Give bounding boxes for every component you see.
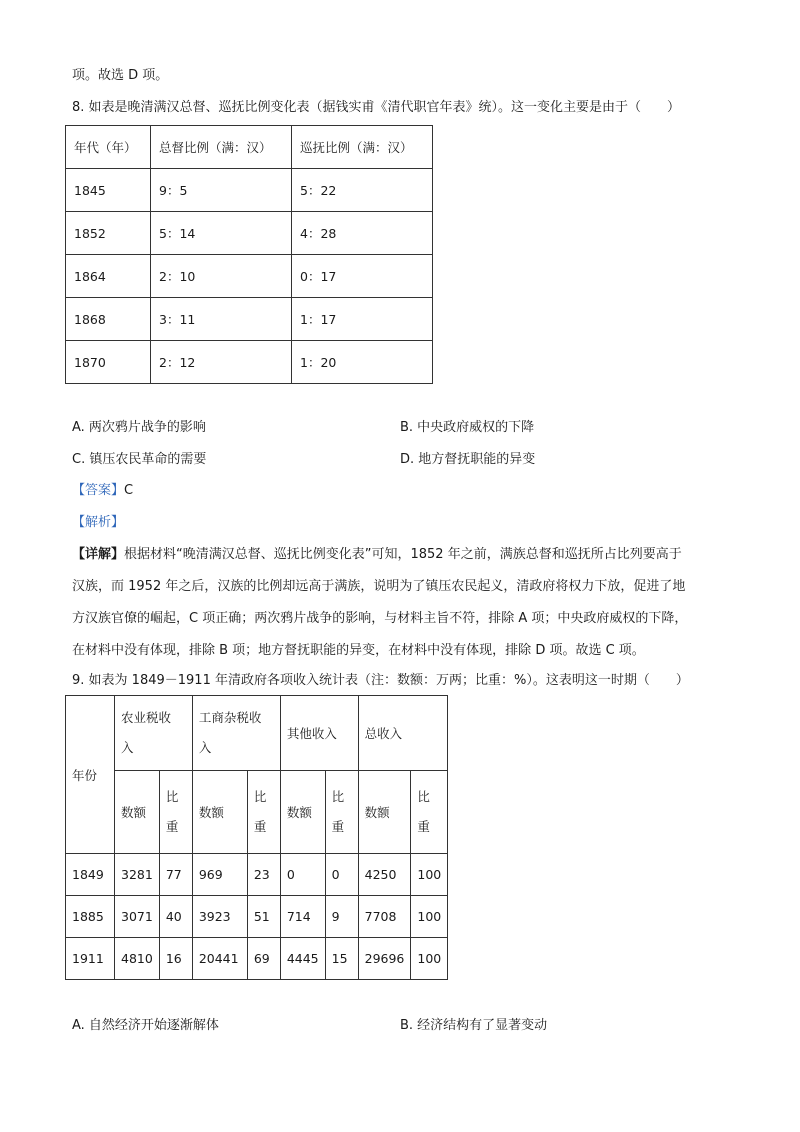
- table-header-row: [66, 126, 433, 169]
- q8-option-a: A. 两次鸦片战争的影响: [72, 420, 206, 435]
- cell-zongdu: 2：10: [151, 255, 292, 298]
- cell-zongdu: 9：5: [151, 169, 292, 212]
- cell-year: 1885: [66, 896, 115, 938]
- header-year: 年份: [66, 696, 115, 854]
- q9-table: [65, 695, 448, 980]
- cell-value: 40: [159, 896, 192, 938]
- sub-ratio: 比 重: [247, 771, 280, 854]
- cell-value: 100: [411, 854, 448, 896]
- detail-line-4: 在材料中没有体现，排除 B 项；地方督抚职能的异变，在材料中没有体现，排除 D 项。故选 C 项。: [72, 643, 645, 658]
- answer-value: C: [124, 483, 134, 498]
- header-total-income: 总收入: [358, 696, 448, 771]
- cell-value: 15: [325, 938, 358, 980]
- detail-line-3: 方汉族官僚的崛起，C 项正确；两次鸦片战争的影响，与材料主旨不符，排除 A 项；中央政府威权的下降，: [72, 611, 688, 626]
- cell-value: 714: [280, 896, 325, 938]
- cell-year: 1845: [66, 169, 151, 212]
- table-row: [66, 938, 448, 980]
- cell-value: 3923: [192, 896, 247, 938]
- cell-xunfu: 1：20: [292, 341, 433, 384]
- cell-year: 1870: [66, 341, 151, 384]
- detail-line-2: 汉族，而 1952 年之后，汉族的比例却远高于满族，说明为了镇压农民起义，清政府将权力下放，促进了地: [72, 579, 686, 594]
- sub-ratio: 比 重: [325, 771, 358, 854]
- cell-value: 7708: [358, 896, 411, 938]
- cell-value: 969: [192, 854, 247, 896]
- table-row: [66, 896, 448, 938]
- cell-value: 4250: [358, 854, 411, 896]
- q8-option-b: B. 中央政府威权的下降: [400, 420, 535, 435]
- table-row: [66, 854, 448, 896]
- q9-option-b: B. 经济结构有了显著变动: [400, 1018, 548, 1033]
- table-row: [66, 298, 433, 341]
- cell-year: 1864: [66, 255, 151, 298]
- cell-zongdu: 5：14: [151, 212, 292, 255]
- cell-value: 0: [325, 854, 358, 896]
- cell-value: 69: [247, 938, 280, 980]
- cell-xunfu: 0：17: [292, 255, 433, 298]
- header-year: 年代（年）: [66, 126, 151, 169]
- cell-value: 3071: [115, 896, 160, 938]
- answer-line: [72, 481, 133, 501]
- analysis-label: 【解析】: [72, 515, 125, 530]
- cell-value: 4810: [115, 938, 160, 980]
- cell-year: 1911: [66, 938, 115, 980]
- table-row: [66, 255, 433, 298]
- sub-amount: 数额: [192, 771, 247, 854]
- detail-text-1: 根据材料“晚清满汉总督、巡抚比例变化表”可知，1852 年之前，满族总督和巡抚所占比列要高于: [124, 547, 682, 562]
- cell-value: 29696: [358, 938, 411, 980]
- cell-xunfu: 4：28: [292, 212, 433, 255]
- q9-option-a: A. 自然经济开始逐渐解体: [72, 1018, 219, 1033]
- cell-xunfu: 5：22: [292, 169, 433, 212]
- cell-xunfu: 1：17: [292, 298, 433, 341]
- cell-year: 1868: [66, 298, 151, 341]
- header-other-income: 其他收入: [280, 696, 358, 771]
- answer-label: 【答案】: [72, 483, 125, 498]
- header-commerce-tax-l1: 工商杂税收: [198, 710, 262, 725]
- detail-label: 【详解】: [72, 547, 125, 562]
- table-subheader-row: [66, 771, 448, 854]
- q8-option-d: D. 地方督抚职能的异变: [400, 452, 536, 467]
- sub-amount: 数额: [115, 771, 160, 854]
- cell-zongdu: 2：12: [151, 341, 292, 384]
- question-8-stem: 8. 如表是晚清满汉总督、巡抚比例变化表（据钱实甫《清代职官年表》统）。这一变化主要是由于（ ）: [72, 100, 681, 115]
- cell-value: 20441: [192, 938, 247, 980]
- cell-value: 100: [411, 896, 448, 938]
- q8-option-c: C. 镇压农民革命的需要: [72, 452, 207, 467]
- header-agri-tax-l1: 农业税收: [121, 710, 172, 725]
- table-row: [66, 341, 433, 384]
- cell-value: 0: [280, 854, 325, 896]
- cell-value: 23: [247, 854, 280, 896]
- sub-amount: 数额: [358, 771, 411, 854]
- header-governor-ratio: 总督比例（满：汉）: [151, 126, 292, 169]
- cell-value: 4445: [280, 938, 325, 980]
- header-commerce-tax-l2: 入: [198, 740, 212, 755]
- table-header-row: [66, 696, 448, 771]
- question-9-stem: 9. 如表为 1849－1911 年清政府各项收入统计表（注：数额：万两；比重：%）。这表明这一时期（ ）: [72, 673, 689, 688]
- sub-ratio: 比 重: [159, 771, 192, 854]
- header-agri-tax-l2: 入: [121, 740, 134, 755]
- cell-value: 77: [159, 854, 192, 896]
- header-governor-xunfu-ratio: 巡抚比例（满：汉）: [292, 126, 433, 169]
- q8-table: [65, 125, 433, 384]
- cell-value: 9: [325, 896, 358, 938]
- table-row: [66, 212, 433, 255]
- header-commerce-tax: [192, 696, 280, 771]
- cell-value: 100: [411, 938, 448, 980]
- cell-value: 51: [247, 896, 280, 938]
- cell-value: 3281: [115, 854, 160, 896]
- cell-value: 16: [159, 938, 192, 980]
- table-row: [66, 169, 433, 212]
- header-agri-tax: [115, 696, 193, 771]
- sub-ratio: 比 重: [411, 771, 448, 854]
- cell-year: 1849: [66, 854, 115, 896]
- detail-line-1: [72, 545, 682, 565]
- sub-amount: 数额: [280, 771, 325, 854]
- cell-year: 1852: [66, 212, 151, 255]
- cell-zongdu: 3：11: [151, 298, 292, 341]
- previous-answer-tail: 项。故选 D 项。: [72, 68, 169, 83]
